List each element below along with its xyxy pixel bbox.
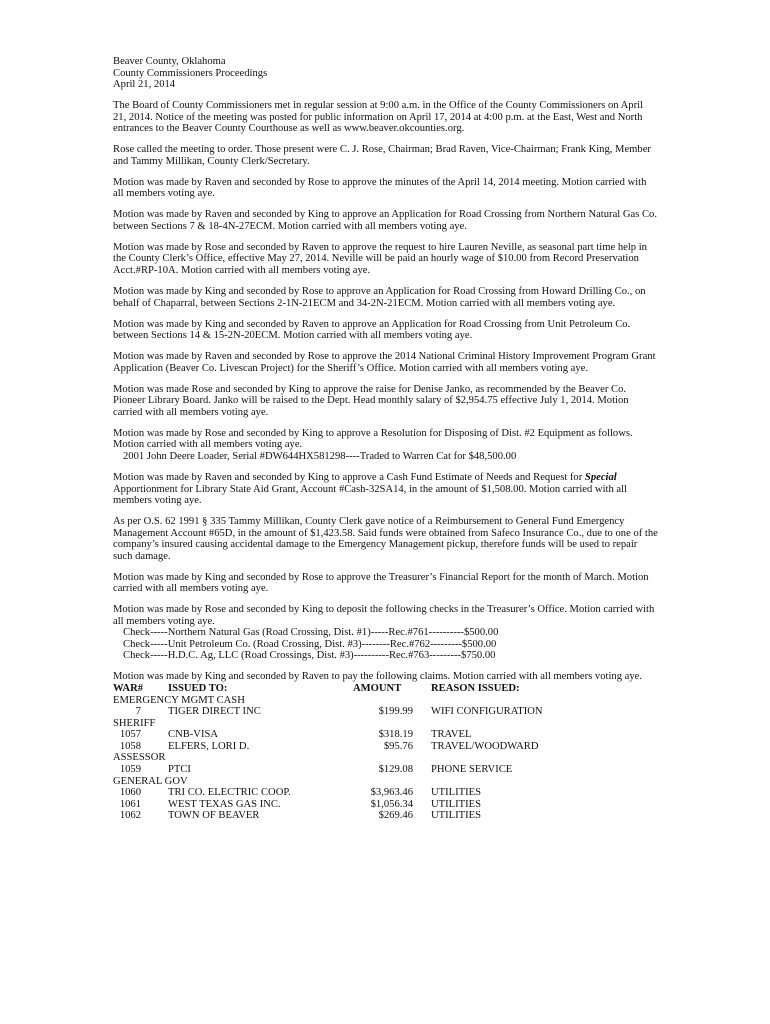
disposal-item: 2001 John Deere Loader, Serial #DW644HX581298----Traded to Warren Cat for $48,500.00: [123, 450, 517, 462]
paragraph-road-crossing-nng: Motion was made by Raven and seconded by King to approve an Application for Road Crossing from Northern Natural Gas Co. between Sections 7 & 18-4N-27ECM. Motion carried with all members voting aye.: [113, 209, 657, 232]
table-row: [113, 706, 583, 718]
header-war: WAR#: [113, 682, 144, 694]
paragraph-minutes: Motion was made by Raven and seconded by Rose to approve the minutes of the April 14, 2014 meeting. Motion carried with all members voting aye.: [113, 176, 647, 200]
reason: PHONE SERVICE: [431, 764, 513, 776]
disposal-text: Motion was made by Rose and seconded by King to approve a Resolution for Disposing of Dist. #2 Equipment as follows. Motion carried with all members voting aye.: [113, 427, 633, 451]
document-page: [113, 56, 658, 822]
deposit-text: Motion was made by Rose and seconded by King to deposit the following checks in the Treasurer’s Office. Motion carried with all members voting aye.: [113, 604, 655, 627]
war-number: 1059: [119, 764, 141, 776]
table-row: [113, 787, 583, 799]
amount: $1,056.34: [370, 798, 413, 810]
dept-name: GENERAL GOV: [113, 775, 188, 787]
issued-to: TOWN OF BEAVER: [168, 810, 260, 822]
paragraph-cash-fund: [113, 472, 658, 507]
check-line: Check-----Unit Petroleum Co. (Road Crossing, Dist. #3)--------Rec.#762---------$500.00: [123, 638, 497, 650]
amount: $269.46: [378, 810, 413, 822]
war-number: 1058: [119, 740, 141, 752]
paragraph-hire: Motion was made by Rose and seconded by Raven to approve the request to hire Lauren Neville, as seasonal part time help in the County Clerk’s Office, effective May 27, 2014. Neville will be paid an hourly wage of $10.00 from Record Preservation Acct.#RP-10A. Motion carried with all members voting aye.: [113, 241, 647, 276]
dept-row: [113, 718, 583, 730]
amount: $3,963.46: [370, 787, 413, 799]
issued-to: TIGER DIRECT INC: [168, 706, 261, 718]
table-row: [113, 729, 583, 741]
issued-to: WEST TEXAS GAS INC.: [168, 798, 281, 810]
paragraph-deposit: [113, 604, 658, 662]
reason: TRAVEL/WOODWARD: [431, 740, 539, 752]
dept-row: [113, 695, 583, 707]
war-number: 1062: [119, 810, 141, 822]
dept-name: EMERGENCY MGMT CASH: [113, 694, 245, 706]
header-issued-to: ISSUED TO:: [168, 682, 228, 694]
issued-to: CNB-VISA: [168, 729, 219, 741]
claims-table: [113, 683, 583, 822]
issued-to: PTCI: [168, 764, 191, 776]
document-header: [113, 56, 658, 91]
paragraph-financial-report: Motion was made by King and seconded by Rose to approve the Treasurer’s Financial Report for the month of March. Motion carried with all members voting aye.: [113, 571, 649, 595]
war-number: 1057: [119, 729, 141, 741]
issued-to: ELFERS, LORI D.: [168, 740, 250, 752]
reason: WIFI CONFIGURATION: [431, 706, 543, 718]
paragraph-road-crossing-howard: Motion was made by King and seconded by Rose to approve an Application for Road Crossing from Howard Drilling Co., on behalf of Chaparral, between Sections 2-1N-21ECM and 34-2N-21ECM. Motion carried with all members voting aye.: [113, 286, 646, 309]
paragraph-road-crossing-unit: Motion was made by King and seconded by Raven to approve an Application for Road Crossing from Unit Petroleum Co. between Sections 14 & 15-2N-20ECM. Motion carried with all members voting aye.: [113, 318, 631, 342]
war-number: 7: [135, 706, 141, 718]
document-title: County Commissioners Proceedings: [113, 67, 268, 79]
check-line: Check-----H.D.C. Ag, LLC (Road Crossings, Dist. #3)----------Rec.#763---------$750.00: [123, 650, 496, 662]
paragraph-claims-intro: Motion was made by King and seconded by Raven to pay the following claims. Motion carried with all members voting aye.: [113, 671, 642, 683]
war-number: 1060: [119, 787, 141, 799]
table-row: [113, 764, 583, 776]
table-row: [113, 741, 583, 753]
paragraph-disposal: [113, 428, 658, 463]
header-reason: REASON ISSUED:: [431, 682, 520, 694]
reason: UTILITIES: [431, 810, 482, 822]
claims-header-row: [113, 683, 583, 695]
meeting-date: April 21, 2014: [113, 79, 176, 90]
cash-fund-text-b: Apportionment for Library State Aid Grant, Account #Cash-32SA14, in the amount of $1,508.00. Motion carried with all members voting aye.: [113, 483, 628, 507]
issued-to: TRI CO. ELECTRIC COOP.: [168, 787, 291, 799]
reason: UTILITIES: [431, 787, 482, 799]
war-number: 1061: [119, 798, 141, 810]
amount: $318.19: [378, 729, 413, 741]
paragraph-notice: The Board of County Commissioners met in regular session at 9:00 a.m. in the Office of the County Commissioners on April 21, 2014. Notice of the meeting was posted for public information on April 17, 2014 at 4:00 p.m. at the East, West and North entrances to the Beaver County Courthouse as well as www.beaver.okcounties.org.: [113, 100, 644, 135]
cash-fund-text-a: Motion was made by Raven and seconded by King to approve a Cash Fund Estimate of Needs and Request for: [113, 472, 585, 484]
amount: $199.99: [378, 706, 413, 718]
dept-row: [113, 752, 583, 764]
paragraph-reimbursement: As per O.S. 62 1991 § 335 Tammy Millikan, County Clerk gave notice of a Reimbursement to General Fund Emergency Management Account #65D, in the amount of $1,423.58. Said funds were obtained from Safeco Insurance Co., due to one of the company’s insured causing accidental damage to the Emergency Management pickup, therefore funds will be used to repair such damage.: [113, 516, 658, 562]
amount: $95.76: [383, 740, 413, 752]
table-row: [113, 810, 583, 822]
paragraph-raise: Motion was made Rose and seconded by King to approve the raise for Denise Janko, as recommended by the Beaver Co. Pioneer Library Board. Janko will be raised to the Dept. Head monthly salary of $2,954.75 effective July 1, 2014. Motion carried with all members voting aye.: [113, 383, 629, 418]
dept-name: SHERIFF: [113, 717, 156, 729]
special-emphasis: Special: [584, 472, 617, 484]
paragraph-grant: Motion was made by Raven and seconded by Rose to approve the 2014 National Criminal History Improvement Program Grant Application (Beaver Co. Livescan Project) for the Sheriff’s Office. Motion carried with all members voting aye.: [113, 351, 656, 374]
check-line: Check-----Northern Natural Gas (Road Crossing, Dist. #1)-----Rec.#761----------$500.00: [123, 627, 499, 639]
amount: $129.08: [378, 764, 413, 776]
reason: UTILITIES: [431, 798, 482, 810]
county-name: Beaver County, Oklahoma: [113, 56, 226, 67]
dept-row: [113, 776, 583, 788]
table-row: [113, 799, 583, 811]
header-amount: AMOUNT: [353, 682, 402, 694]
dept-name: ASSESSOR: [113, 752, 166, 764]
reason: TRAVEL: [431, 729, 472, 741]
paragraph-attendance: Rose called the meeting to order. Those present were C. J. Rose, Chairman; Brad Raven, Vice-Chairman; Frank King, Member and Tammy Millikan, County Clerk/Secretary.: [113, 144, 651, 167]
